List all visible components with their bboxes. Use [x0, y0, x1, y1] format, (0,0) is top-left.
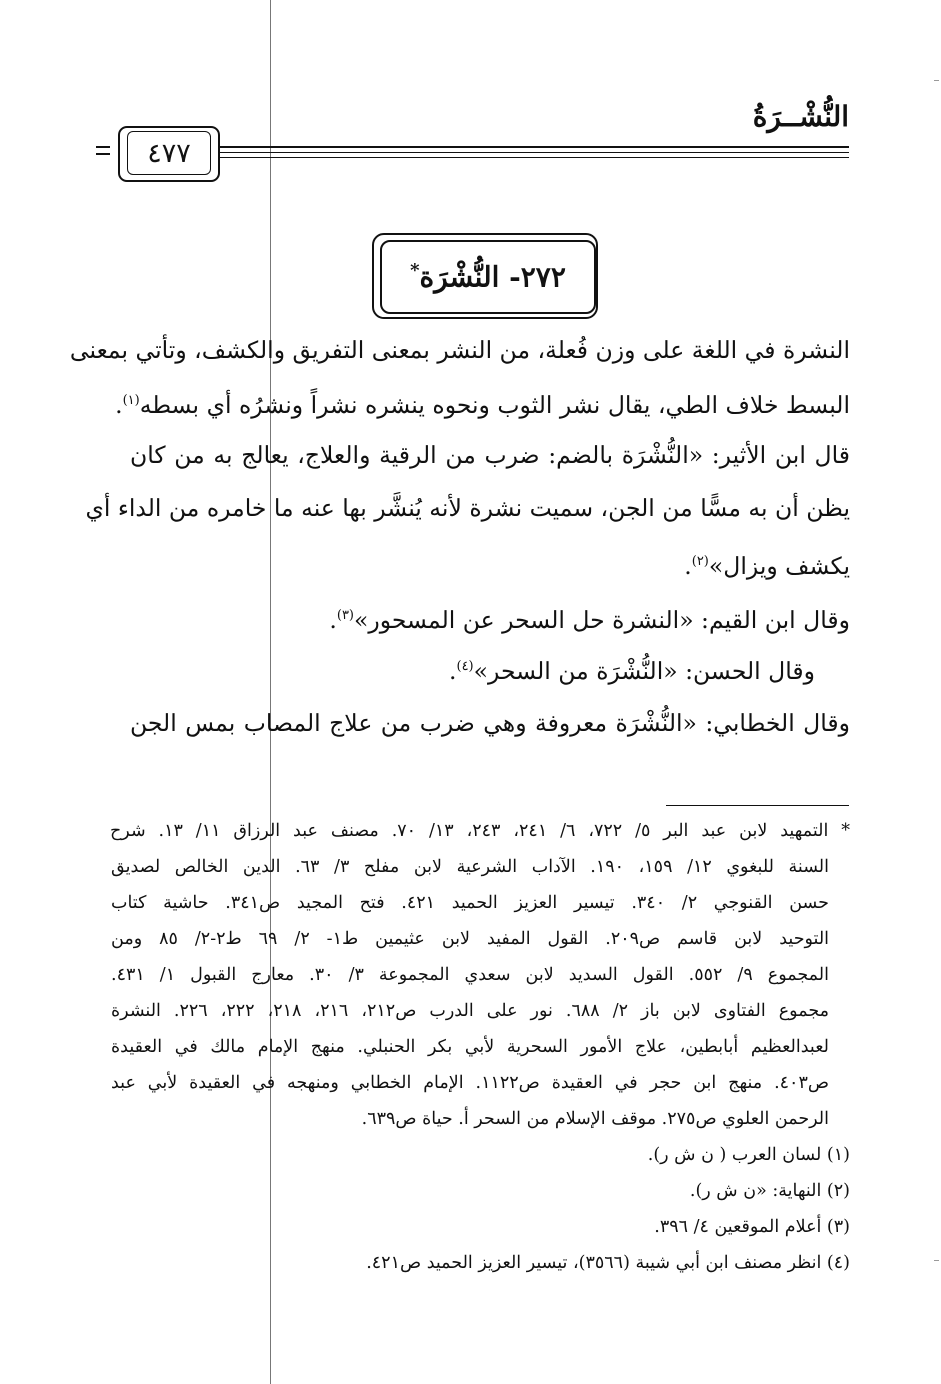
- footnote-separator: [666, 805, 849, 806]
- footnote-1: (١) لسان العرب ( ن ش ر).: [647, 1145, 850, 1165]
- footnote-4: (٤) انظر مصنف ابن أبي شيبة (٣٥٦٦)، تيسير العزيز الحميد ص٤٢١.: [366, 1253, 850, 1273]
- footnote-line: مجموع الفتاوى لابن باز ٢/ ٦٨٨. نور على الدرب ص٢١٢، ٢١٦، ٢١٨، ٢٢٢، ٢٢٦. النشرة: [111, 1001, 829, 1021]
- body-line: يظن أن به مسًّا من الجن، سميت نشرة لأنه يُنشَّر بها عنه ما خامره من الداء أي: [85, 494, 850, 522]
- footnote-line: لعبدالعظيم أبابطين، علاج الأمور السحرية لأبي بكر الحنبلي. منهج الإمام مالك في العقيدة: [111, 1037, 829, 1057]
- footnote-ref: (٣): [336, 608, 354, 623]
- footnote-line: المجموع ٩/ ٥٥٢. القول السديد لابن سعدي المجموعة ٣/ ٣٠. معارج القبول ١/ ٤٣١.: [111, 965, 829, 985]
- body-line: وقال الخطابي: «النُّشْرَة معروفة وهي ضرب من علاج المصاب بمس الجن: [130, 709, 850, 737]
- entry-title-footnote-mark: *: [410, 260, 420, 282]
- footnote-ref: (٤): [456, 659, 474, 674]
- body-line: النشرة في اللغة على وزن فُعلة، من النشر بمعنى التفريق والكشف، وتأتي بمعنى: [69, 336, 850, 364]
- entry-title-text: ٢٧٢- النُّشْرَة: [419, 260, 566, 294]
- body-line: وقال الحسن: «النُّشْرَة من السحر»$^{(٤)}$.: [449, 656, 815, 685]
- footnote-line: السنة للبغوي ١٢/ ١٥٩، ١٩٠. الآداب الشرعية لابن مفلح ٣/ ٦٣. الدين الخالص لصديق: [111, 857, 829, 877]
- header-rule: [218, 146, 849, 148]
- entry-title-box: [380, 240, 596, 314]
- body-text: يكشف ويزال»: [708, 551, 850, 580]
- body-text: وقال ابن القيم: «النشرة حل السحر عن المسحور»: [354, 605, 850, 634]
- edge-tick: [934, 80, 939, 81]
- page-number: ٤٧٧: [127, 131, 211, 175]
- header-ornament: [96, 146, 110, 148]
- footnote-line: ص٤٠٣. منهج ابن حجر في العقيدة ص١١٢٢. الإمام الخطابي ومنهجه في العقيدة لأبي عبد: [111, 1073, 830, 1093]
- body-line: البسط خلاف الطي، يقال نشر الثوب ونحوه ينشره نشراً ونشرُه أي بسطه$^{(١)}$.: [115, 390, 850, 419]
- footnote-ref: (١): [122, 393, 140, 408]
- body-line: يكشف ويزال»$^{(٢)}$.: [684, 551, 850, 580]
- footnote-ref: (٢): [691, 554, 709, 569]
- footnote-2: (٢) النهاية: «ن ش ر).: [689, 1181, 850, 1201]
- body-line: قال ابن الأثير: «النُّشْرَة بالضم: ضرب من الرقية والعلاج، يعالج به من كان: [130, 441, 850, 469]
- footnote-line: * التمهيد لابن عبد البر ٥/ ٧٢٢، ٦/ ٢٤١، ٢٤٣، ١٣/ ٧٠. مصنف عبد الرزاق ١١/ ١٣. شرح: [110, 821, 850, 841]
- footnote-line: حسن القنوجي ٢/ ٣٤٠. تيسير العزيز الحميد ٤٢١. فتح المجيد ص٣٤١. حاشية كتاب: [111, 893, 829, 913]
- footnote-line: التوحيد لابن قاسم ص٢٠٩. القول المفيد لابن عثيمين ط١- ٢/ ٦٩ ط٢-٢/ ٨٥ ومن: [111, 929, 830, 949]
- body-text: البسط خلاف الطي، يقال نشر الثوب ونحوه ينشره نشراً ونشرُه أي بسطه: [139, 390, 850, 419]
- footnote-3: (٣) أعلام الموقعين ٤/ ٣٩٦.: [654, 1217, 850, 1237]
- entry-title: [410, 260, 566, 293]
- edge-tick: [934, 1260, 939, 1261]
- header-rule: [218, 152, 849, 153]
- header-rule: [218, 157, 849, 158]
- running-title: النُّشْــرَةُ: [752, 100, 849, 133]
- body-line: وقال ابن القيم: «النشرة حل السحر عن المسحور»$^{(٣)}$.: [329, 605, 850, 634]
- scan-fold-line: [270, 0, 271, 1384]
- body-text: وقال الحسن: «النُّشْرَة من السحر»: [473, 656, 815, 685]
- footnote-line: الرحمن العلوي ص٢٧٥. موقف الإسلام من السحر أ. حياة ص٦٣٩.: [361, 1109, 829, 1129]
